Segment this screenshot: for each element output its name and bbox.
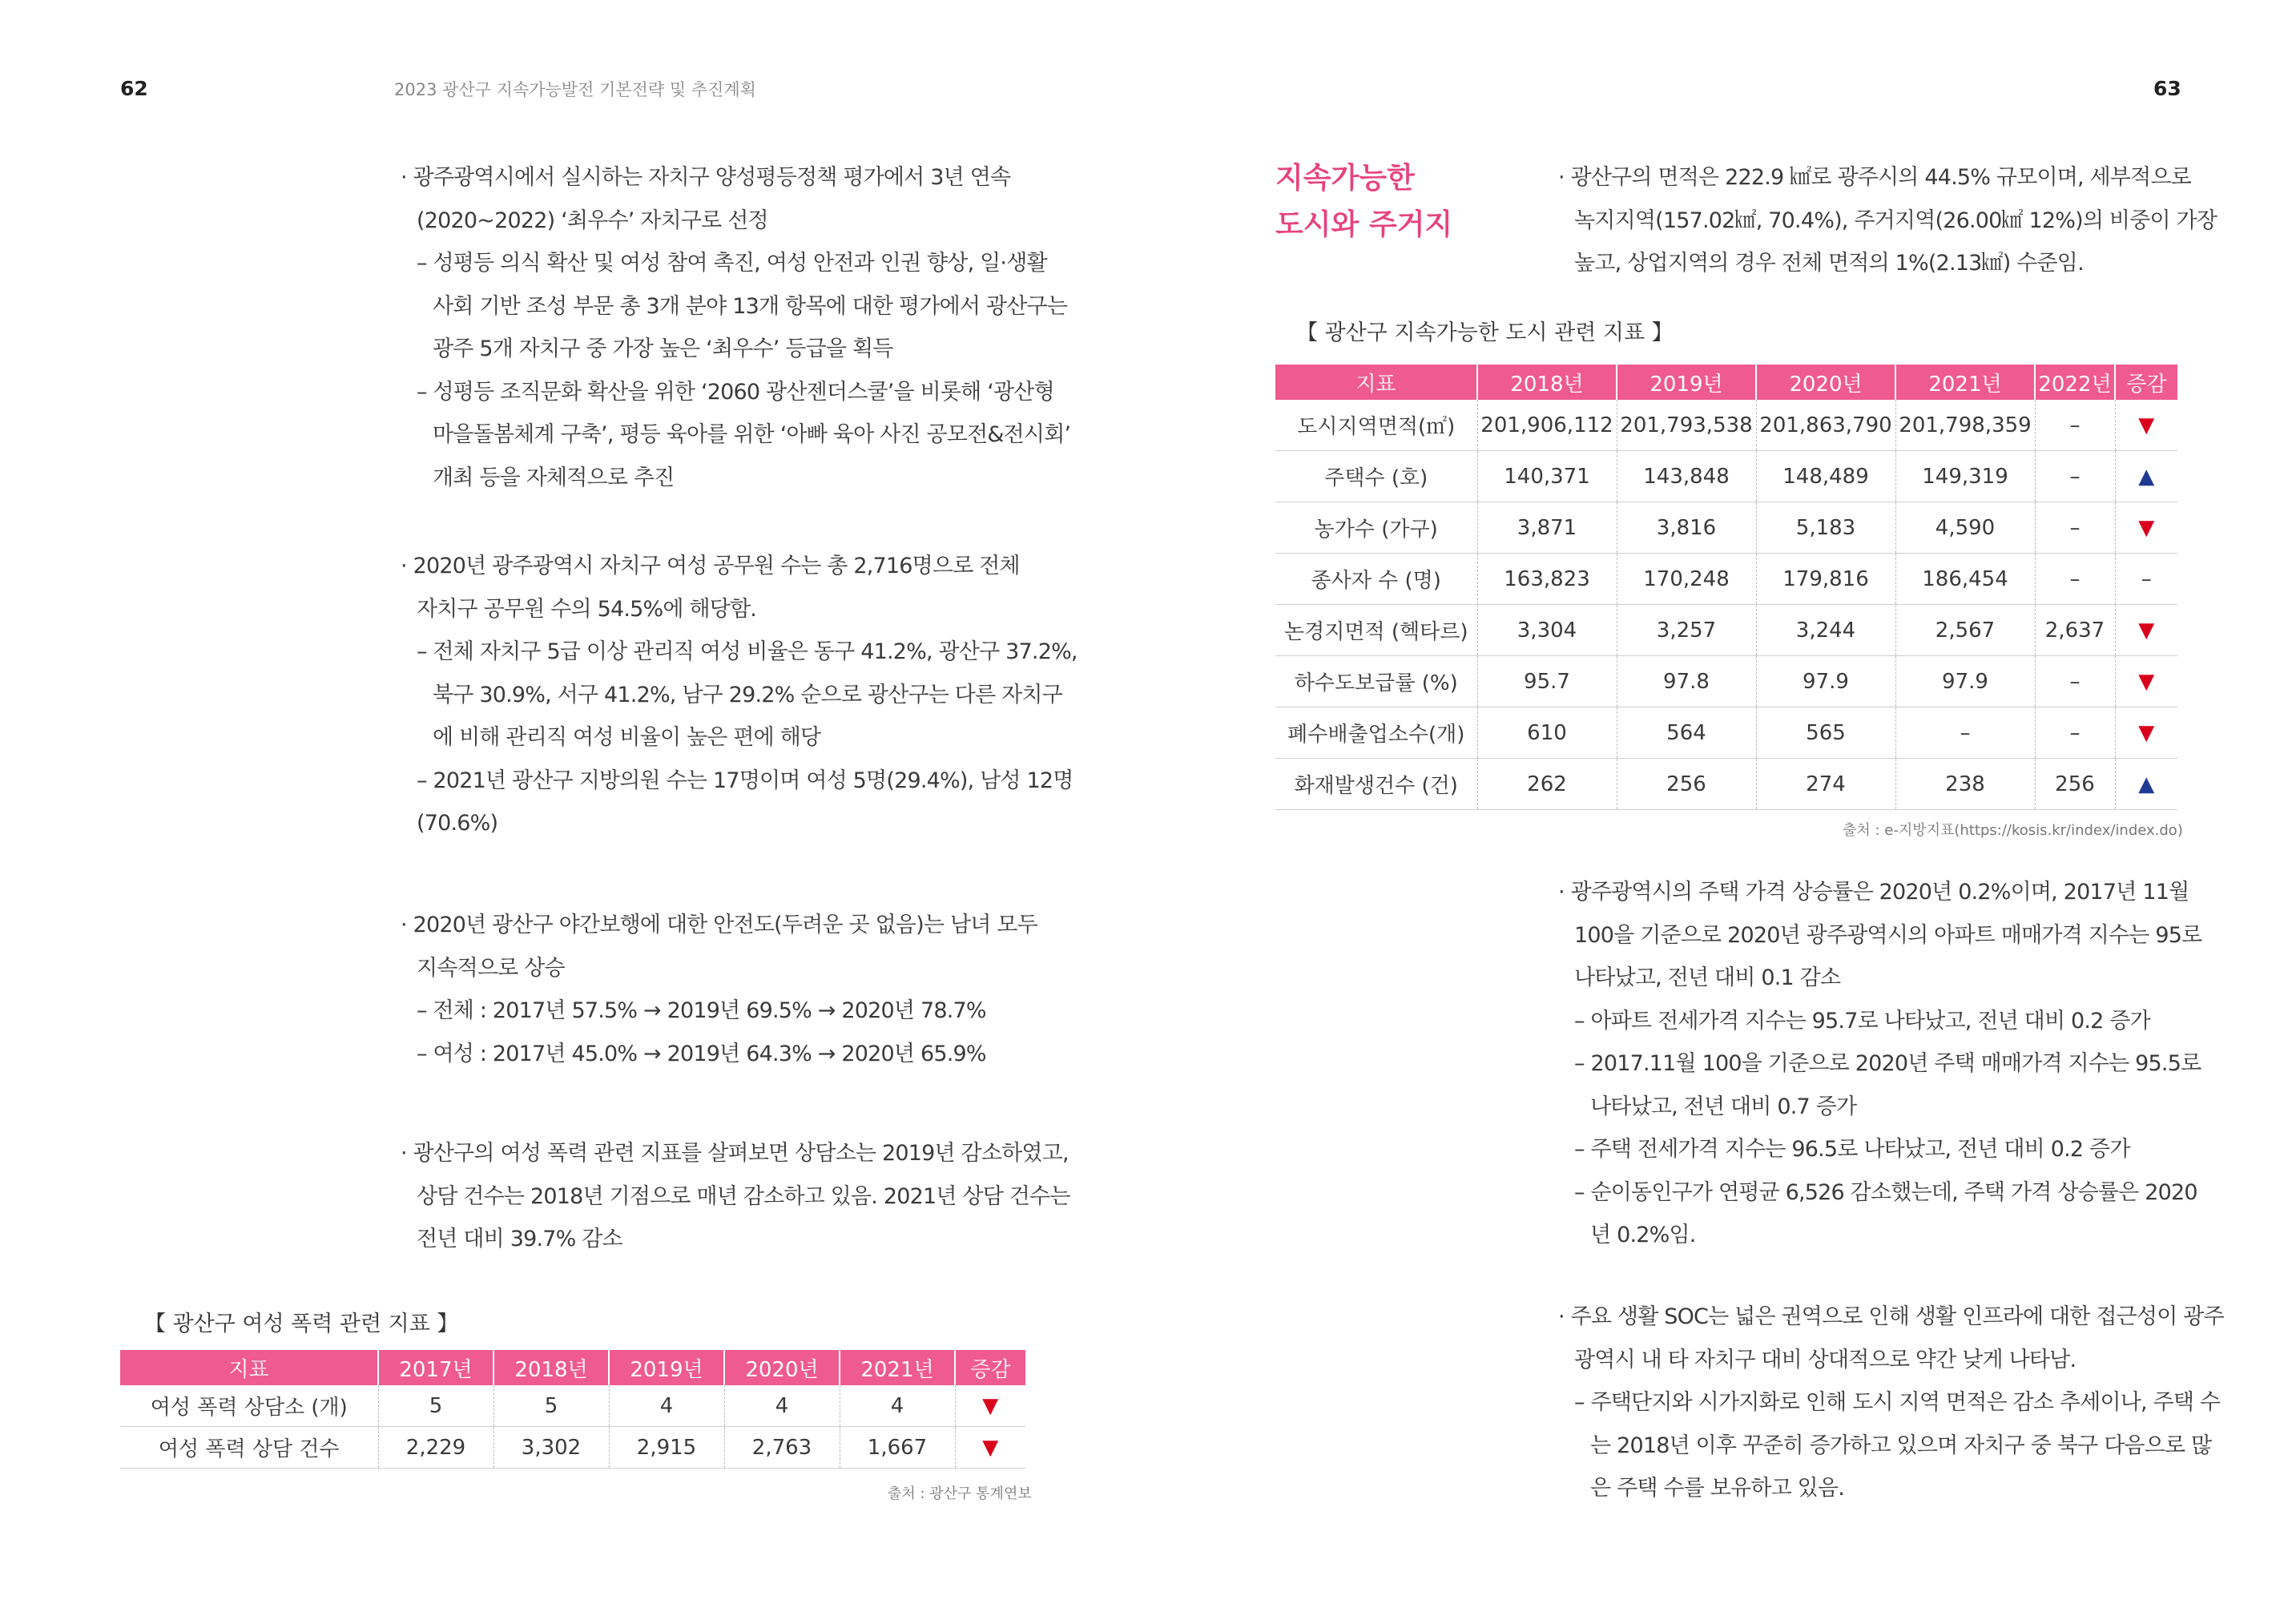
table-row — [120, 1427, 1025, 1469]
table-cell: 143,848 — [1617, 451, 1756, 502]
text-line: – 성평등 의식 확산 및 여성 참여 촉진, 여성 안전과 인권 향상, 일·생활 — [417, 251, 1047, 276]
text-line: 상담 건수는 2018년 기점으로 매년 감소하고 있음. 2021년 상담 건수는 — [417, 1183, 1070, 1209]
trend-cell — [2115, 605, 2177, 656]
text-line: 에 비해 관리직 여성 비율이 높은 편에 해당 — [433, 725, 821, 750]
table-cell: 2,915 — [609, 1427, 724, 1469]
table-cell: 564 — [1617, 707, 1756, 759]
table-row — [1275, 759, 2177, 810]
column-header: 2021년 — [1895, 365, 2035, 400]
table-cell: 97.9 — [1895, 656, 2035, 707]
table-row — [120, 1385, 1025, 1427]
row-label-cell: 여성 폭력 상담소 (개) — [120, 1385, 378, 1427]
trend-down-icon: ▼ — [2138, 515, 2155, 540]
left-paragraph-4 — [401, 1132, 1070, 1261]
trend-cell — [2115, 400, 2177, 451]
text-line: 자치구 공무원 수의 54.5%에 해당함. — [417, 596, 757, 622]
text-line: · 광산구의 면적은 222.9 ㎢로 광주시의 44.5% 규모이며, 세부적으로 — [1558, 165, 2192, 190]
table-cell: – — [2035, 502, 2115, 554]
violence-table — [120, 1350, 1025, 1469]
table-cell: 610 — [1477, 707, 1617, 759]
table-row — [1275, 502, 2177, 554]
table-cell: 2,637 — [2035, 605, 2115, 656]
text-line: 개최 등을 자체적으로 추진 — [433, 465, 675, 490]
row-label-cell: 논경지면적 (헥타르) — [1275, 605, 1477, 656]
table-cell: 256 — [2035, 759, 2115, 810]
text-line: 높고, 상업지역의 경우 전체 면적의 1%(2.13㎢) 수준임. — [1574, 251, 2084, 276]
trend-down-icon: ▼ — [2138, 618, 2155, 643]
text-line: – 전체 : 2017년 57.5% → 2019년 69.5% → 2020년 78.7% — [417, 998, 986, 1023]
trend-cell — [2115, 707, 2177, 759]
row-label-cell: 농가수 (가구) — [1275, 502, 1477, 554]
trend-cell — [2115, 451, 2177, 502]
row-label-cell: 하수도보급률 (%) — [1275, 656, 1477, 707]
text-line: 마을돌봄체계 구축’, 평등 육아를 위한 ‘아빠 육아 사진 공모전&전시회’ — [433, 422, 1071, 447]
column-header: 2018년 — [1477, 365, 1617, 400]
table-cell: 256 — [1617, 759, 1756, 810]
column-header: 증감 — [2115, 365, 2177, 400]
trend-up-icon: ▲ — [2138, 772, 2155, 796]
table-cell: 97.8 — [1617, 656, 1756, 707]
text-line: 사회 기반 조성 부문 총 3개 분야 13개 항목에 대한 평가에서 광산구는 — [433, 293, 1068, 319]
table-row — [1275, 707, 2177, 759]
section-title — [1275, 155, 1452, 248]
text-line: 광역시 내 타 자치구 대비 상대적으로 약간 낮게 나타남. — [1574, 1347, 2076, 1372]
table-cell: 97.9 — [1756, 656, 1895, 707]
trend-down-icon: ▼ — [982, 1435, 999, 1460]
table-cell: 238 — [1895, 759, 2035, 810]
text-line: – 순이동인구가 연평균 6,526 감소했는데, 주택 가격 상승률은 2020 — [1574, 1179, 2197, 1205]
violence-table-header-row — [120, 1350, 1025, 1385]
table-cell: 565 — [1756, 707, 1895, 759]
trend-down-icon: ▼ — [982, 1393, 999, 1418]
row-label-cell: 종사자 수 (명) — [1275, 554, 1477, 605]
column-header: 2019년 — [609, 1350, 724, 1385]
table-cell: – — [2035, 400, 2115, 451]
text-line: (70.6%) — [417, 811, 498, 836]
table-cell: 2,229 — [378, 1427, 493, 1469]
row-label-cell: 도시지역면적(㎡) — [1275, 400, 1477, 451]
violence-table-source: 출처 : 광산구 통계연보 — [888, 1485, 1032, 1502]
trend-none-icon: – — [2141, 566, 2152, 591]
table-cell: 4,590 — [1895, 502, 2035, 554]
section-title-line-2: 도시와 주거지 — [1275, 208, 1453, 241]
violence-table-title: 【 광산구 여성 폭력 관련 지표 】 — [144, 1312, 459, 1336]
table-cell: 201,906,112 — [1477, 400, 1617, 451]
text-line: – 아파트 전세가격 지수는 95.7로 나타났고, 전년 대비 0.2 증가 — [1574, 1008, 2150, 1034]
table-cell: 3,816 — [1617, 502, 1756, 554]
column-header: 2022년 — [2035, 365, 2115, 400]
right-paragraph-2 — [1558, 1296, 2224, 1510]
trend-cell — [2115, 502, 2177, 554]
table-cell: 262 — [1477, 759, 1617, 810]
section-title-line-1: 지속가능한 — [1275, 162, 1415, 195]
trend-cell — [2115, 554, 2177, 605]
trend-down-icon: ▼ — [2138, 413, 2155, 437]
table-cell: 95.7 — [1477, 656, 1617, 707]
left-paragraph-2 — [401, 545, 1078, 845]
column-header: 2021년 — [840, 1350, 955, 1385]
text-line: 지속적으로 상승 — [417, 955, 565, 981]
trend-cell — [955, 1385, 1025, 1427]
table-cell: 186,454 — [1895, 554, 2035, 605]
column-header: 2018년 — [493, 1350, 609, 1385]
table-cell: – — [2035, 554, 2115, 605]
text-line: 은 주택 수를 보유하고 있음. — [1590, 1476, 1845, 1501]
table-cell: 201,798,359 — [1895, 400, 2035, 451]
city-table — [1275, 365, 2177, 810]
table-cell: 2,567 — [1895, 605, 2035, 656]
table-row — [1275, 451, 2177, 502]
table-cell: – — [2035, 451, 2115, 502]
row-label-cell: 주택수 (호) — [1275, 451, 1477, 502]
table-cell: 3,257 — [1617, 605, 1756, 656]
table-cell: – — [2035, 656, 2115, 707]
column-header: 지표 — [120, 1350, 378, 1385]
area-intro-paragraph — [1558, 156, 2217, 285]
text-line: 녹지지역(157.02㎢, 70.4%), 주거지역(26.00㎢ 12%)의 비중이 가장 — [1574, 208, 2217, 233]
trend-cell — [2115, 656, 2177, 707]
text-line: 는 2018년 이후 꾸준히 증가하고 있으며 자치구 중 북구 다음으로 많 — [1590, 1433, 2212, 1458]
text-line: – 주택단지와 시가지화로 인해 도시 지역 면적은 감소 추세이나, 주택 수 — [1574, 1390, 2221, 1415]
page-number-right: 63 — [2153, 77, 2181, 100]
left-paragraph-3 — [401, 904, 1037, 1075]
text-line: · 광주광역시에서 실시하는 자치구 양성평등정책 평가에서 3년 연속 — [401, 165, 1011, 190]
table-cell: 2,763 — [724, 1427, 840, 1469]
table-cell: 4 — [840, 1385, 955, 1427]
text-line: – 성평등 조직문화 확산을 위한 ‘2060 광산젠더스쿨’을 비롯해 ‘광산형 — [417, 379, 1054, 405]
table-cell: – — [1895, 707, 2035, 759]
text-line: – 주택 전세가격 지수는 96.5로 나타났고, 전년 대비 0.2 증가 — [1574, 1137, 2130, 1162]
table-cell: 4 — [609, 1385, 724, 1427]
table-cell: 5,183 — [1756, 502, 1895, 554]
text-line: · 주요 생활 SOC는 넓은 권역으로 인해 생활 인프라에 대한 접근성이 광주 — [1558, 1304, 2224, 1329]
table-cell: 3,304 — [1477, 605, 1617, 656]
row-label-cell: 화재발생건수 (건) — [1275, 759, 1477, 810]
running-head: 2023 광산구 지속가능발전 기본전략 및 추진계획 — [394, 80, 756, 99]
trend-cell — [955, 1427, 1025, 1469]
table-row — [1275, 605, 2177, 656]
city-table-title: 【 광산구 지속가능한 도시 관련 지표 】 — [1296, 320, 1674, 345]
table-cell: 4 — [724, 1385, 840, 1427]
table-cell: 201,793,538 — [1617, 400, 1756, 451]
column-header: 지표 — [1275, 365, 1477, 400]
right-paragraph-1 — [1558, 871, 2201, 1257]
table-cell: 170,248 — [1617, 554, 1756, 605]
table-row — [1275, 400, 2177, 451]
text-line: 북구 30.9%, 서구 41.2%, 남구 29.2% 순으로 광산구는 다른 자치구 — [433, 682, 1063, 707]
trend-down-icon: ▼ — [2138, 720, 2155, 745]
text-line: · 광산구의 여성 폭력 관련 지표를 살펴보면 상담소는 2019년 감소하였고, — [401, 1141, 1069, 1166]
column-header: 2019년 — [1617, 365, 1756, 400]
text-line: 나타났고, 전년 대비 0.1 감소 — [1574, 965, 1841, 990]
text-line: · 2020년 광산구 야간보행에 대한 안전도(두려운 곳 없음)는 남녀 모두 — [401, 913, 1037, 937]
row-label-cell: 폐수배출업소수(개) — [1275, 707, 1477, 759]
table-cell: 3,244 — [1756, 605, 1895, 656]
table-row — [1275, 656, 2177, 707]
table-cell: 5 — [378, 1385, 493, 1427]
column-header: 2017년 — [378, 1350, 493, 1385]
page-number-left: 62 — [120, 77, 148, 100]
column-header: 증감 — [955, 1350, 1025, 1385]
table-cell: 274 — [1756, 759, 1895, 810]
text-line: 광주 5개 자치구 중 가장 높은 ‘최우수’ 등급을 획득 — [433, 336, 893, 361]
text-line: (2020~2022) ‘최우수’ 자치구로 선정 — [417, 208, 768, 233]
text-line: 년 0.2%임. — [1590, 1223, 1696, 1247]
table-cell: 148,489 — [1756, 451, 1895, 502]
text-line: – 전체 자치구 5급 이상 관리직 여성 비율은 동구 41.2%, 광산구 37.2%, — [417, 639, 1078, 664]
table-cell: – — [2035, 707, 2115, 759]
city-table-source: 출처 : e-지방지표(https://kosis.kr/index/index.do) — [1843, 822, 2183, 839]
text-line: 전년 대비 39.7% 감소 — [417, 1227, 622, 1251]
table-row — [1275, 554, 2177, 605]
table-cell: 149,319 — [1895, 451, 2035, 502]
text-line: 나타났고, 전년 대비 0.7 증가 — [1590, 1094, 1857, 1119]
column-header: 2020년 — [1756, 365, 1895, 400]
text-line: · 2020년 광주광역시 자치구 여성 공무원 수는 총 2,716명으로 전체 — [401, 554, 1020, 578]
trend-down-icon: ▼ — [2138, 669, 2155, 694]
text-line: 100을 기준으로 2020년 광주광역시의 아파트 매매가격 지수는 95로 — [1574, 922, 2202, 948]
column-header: 2020년 — [724, 1350, 840, 1385]
trend-cell — [2115, 759, 2177, 810]
table-cell: 201,863,790 — [1756, 400, 1895, 451]
table-cell: 179,816 — [1756, 554, 1895, 605]
left-paragraph-1 — [401, 156, 1070, 499]
trend-up-icon: ▲ — [2138, 464, 2155, 489]
table-cell: 1,667 — [840, 1427, 955, 1469]
row-label-cell: 여성 폭력 상담 건수 — [120, 1427, 378, 1469]
table-cell: 3,871 — [1477, 502, 1617, 554]
table-cell: 5 — [493, 1385, 609, 1427]
city-table-header-row — [1275, 365, 2177, 400]
text-line: · 광주광역시의 주택 가격 상승률은 2020년 0.2%이며, 2017년 11월 — [1558, 880, 2189, 905]
table-cell: 140,371 — [1477, 451, 1617, 502]
text-line: – 2017.11월 100을 기준으로 2020년 주택 매매가격 지수는 95.5로 — [1574, 1051, 2201, 1076]
text-line: – 여성 : 2017년 45.0% → 2019년 64.3% → 2020년 65.9% — [417, 1041, 986, 1066]
text-line: – 2021년 광산구 지방의원 수는 17명이며 여성 5명(29.4%), 남성 12명 — [417, 768, 1073, 793]
table-cell: 163,823 — [1477, 554, 1617, 605]
table-cell: 3,302 — [493, 1427, 609, 1469]
